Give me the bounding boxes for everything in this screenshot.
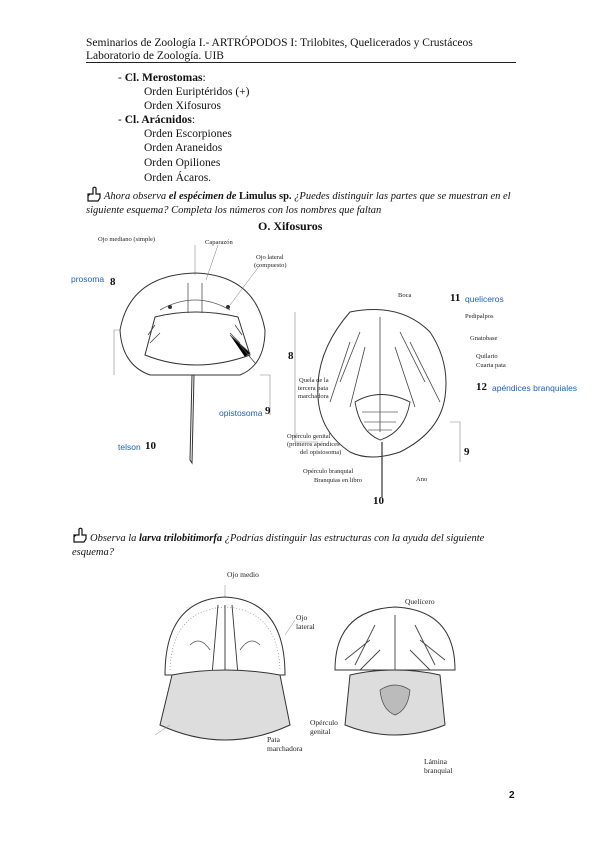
number-8a: 8: [110, 276, 116, 288]
number-9a: 9: [265, 405, 271, 417]
header-title: Seminarios de Zoología I.- ARTRÓPODOS I: Trilobites, Quelicerados y Crustáceos: [86, 37, 473, 49]
number-8b: 8: [288, 350, 294, 362]
answer-apendices: apéndices branquiales: [492, 383, 578, 393]
header-divider: [86, 62, 516, 63]
label-operculo-branquial: Opérculo branquial: [303, 468, 354, 475]
label-operculo-3: del opistosoma): [300, 449, 342, 456]
label-ojo-lateral-2: (compuesto): [254, 262, 287, 269]
header-subtitle: Laboratorio de Zoología. UIB: [86, 50, 224, 62]
label-cuarta-pata: Cuarta pata: [476, 362, 506, 369]
label-quelicero: Quelícero: [405, 597, 435, 606]
answer-queliceros: queliceros: [465, 294, 504, 304]
number-12: 12: [476, 381, 487, 393]
page-number: 2: [509, 790, 515, 801]
label-gnatobase: Gnatobase: [470, 335, 498, 342]
instruction-1: Ahora observa el espécimen de Limulus sp. ¿Puedes distinguir las partes que se muestran en el: [104, 191, 511, 202]
pointing-hand-icon: [86, 186, 104, 202]
answer-telson: telson: [118, 442, 141, 452]
label-ojo-lateral-1: Ojo lateral: [256, 254, 284, 261]
label-ano: Ano: [416, 476, 428, 483]
label-branquias: Branquias en libro: [314, 477, 363, 484]
label-operculo-genital-2: genital: [310, 727, 331, 736]
label-quilario: Quilario: [476, 353, 498, 360]
figure-title: O. Xifosuros: [258, 219, 323, 233]
order-item: Orden Xifosuros: [144, 100, 221, 112]
number-10a: 10: [145, 440, 156, 452]
order-item: Orden Euriptéridos (+): [144, 86, 250, 98]
order-item: Orden Opiliones: [144, 157, 221, 169]
number-9b: 9: [464, 446, 470, 458]
order-item: Orden Araneidos: [144, 142, 223, 154]
label-caparazon: Caparazón: [205, 239, 233, 246]
taxonomy-aracnidos: - Cl. Arácnidos:: [118, 114, 196, 126]
label-lamina-2: branquial: [424, 766, 453, 775]
number-11: 11: [450, 292, 461, 304]
label-ojo-mediano: Ojo mediano (simple): [98, 236, 156, 243]
label-quela-2: tercera pata: [298, 385, 329, 392]
label-lamina-1: Lámina: [424, 757, 447, 766]
label-ojo-lateral-a: Ojo: [296, 613, 308, 622]
label-ojo-medio: Ojo medio: [227, 570, 259, 579]
instruction-1-line2: siguiente esquema? Completa los números con los nombres que faltan: [86, 205, 382, 216]
label-quela-1: Quela de la: [299, 377, 329, 384]
label-boca: Boca: [398, 292, 412, 299]
label-operculo-genital-1: Opérculo: [310, 718, 338, 727]
label-pata-1: Pata: [267, 735, 280, 744]
label-ojo-lateral-b: lateral: [296, 622, 315, 631]
limulus-dorsal-drawing: [100, 235, 280, 475]
instruction-2-line2: esquema?: [72, 547, 114, 558]
answer-prosoma: prosoma: [71, 274, 105, 284]
pointing-hand-icon: [72, 527, 90, 543]
order-item: Orden Escorpiones: [144, 128, 232, 140]
number-10b: 10: [373, 495, 384, 507]
order-item: Orden Ácaros.: [144, 172, 212, 184]
label-pedipalpos: Pedipalpos: [465, 313, 494, 320]
label-operculo-2: (primeros apéndices: [287, 441, 340, 448]
answer-opistosoma: opistosoma: [219, 408, 263, 418]
label-operculo-1: Opérculo genital: [287, 433, 331, 440]
taxonomy-merostomas: - Cl. Merostomas:: [118, 72, 206, 84]
label-pata-2: marchadora: [267, 744, 303, 753]
instruction-2: Observa la larva trilobitimorfa ¿Podrías distinguir las estructuras con la ayuda del siguiente: [90, 533, 485, 544]
label-quela-3: marchadora: [298, 393, 329, 400]
larva-ventral-drawing: [330, 595, 460, 760]
